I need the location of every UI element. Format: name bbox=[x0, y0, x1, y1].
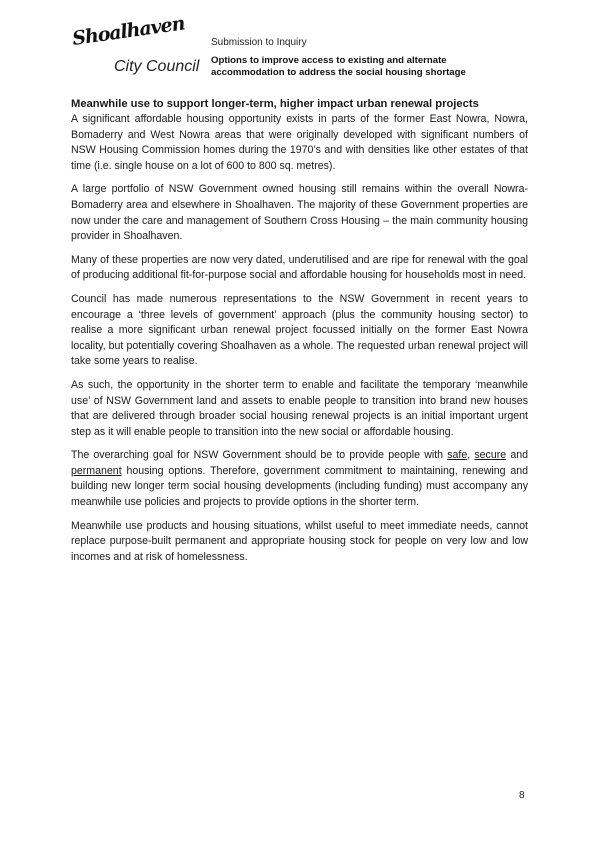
paragraph-1: A significant affordable housing opportunity exists in parts of the former East Nowra, Nowra, Bomaderry and West Nowra areas that were originally developed with significant numbers of NSW Housing Commission homes during the 1970’s and with densities like other estates of that time (i.e. single house on a lot of 600 to 800 sq. metres). bbox=[71, 113, 528, 172]
p6-text-b: , bbox=[467, 449, 475, 462]
council-logo bbox=[70, 12, 206, 86]
underlined-permanent: permanent bbox=[71, 464, 122, 477]
header-label: Submission to Inquiry bbox=[211, 37, 307, 48]
header-title: Options to improve access to existing and alternate accommodation to address the social housing shortage bbox=[211, 55, 466, 78]
paragraph-6 bbox=[71, 448, 528, 510]
paragraph-5: As such, the opportunity in the shorter term to enable and facilitate the temporary ‘meanwhile use’ of NSW Government land and assets to enable people to transition into brand new houses that are delivered through broader social housing renewal projects is an initial important urgent step as it will enable people to transition into the new social or affordable housing. bbox=[71, 378, 528, 438]
logo-subtitle: City Council bbox=[114, 58, 200, 75]
document-body bbox=[71, 97, 528, 573]
logo-wordmark: Shoalhaven bbox=[70, 12, 186, 50]
underlined-safe: safe bbox=[447, 449, 468, 462]
paragraph-4: Council has made numerous representations to the NSW Government in recent years to encourage a ‘three levels of government’ approach (plus the community housing sector) to realise a more significant urban renewal project focussed initially on the former East Nowra locality, but potentially covering Shoalhaven as a whole. The requested urban renewal project will take some years to realise. bbox=[71, 292, 528, 368]
paragraph-2: A large portfolio of NSW Government owned housing still remains within the overall Nowra-Bomaderry area and elsewhere in Shoalhaven. The majority of these Government properties are now under the care and management of Southern Cross Housing – the main community housing provider in Shoalhaven. bbox=[71, 183, 528, 243]
paragraph-3: Many of these properties are now very dated, underutilised and are ripe for renewal with the goal of producing additional fit-for-purpose social and affordable housing for households most in need. bbox=[71, 253, 528, 282]
paragraph-7: Meanwhile use products and housing situations, whilst useful to meet immediate needs, cannot replace purpose-built permanent and appropriate housing stock for people on very low and low incomes and at risk of homelessness. bbox=[71, 519, 528, 563]
p6-text-c: and bbox=[506, 449, 528, 462]
section-heading: Meanwhile use to support longer-term, higher impact urban renewal projects bbox=[71, 98, 479, 110]
p6-text-a: The overarching goal for NSW Government should be to provide people with bbox=[71, 449, 448, 462]
p6-text-d: housing options. Therefore, government commitment to maintaining, renewing and building new longer term social housing developments (including funding) must accompany any meanwhile use policies and projects to provide options in the shorter term. bbox=[71, 464, 528, 509]
page-number: 8 bbox=[519, 790, 525, 801]
underlined-secure: secure bbox=[474, 449, 507, 462]
